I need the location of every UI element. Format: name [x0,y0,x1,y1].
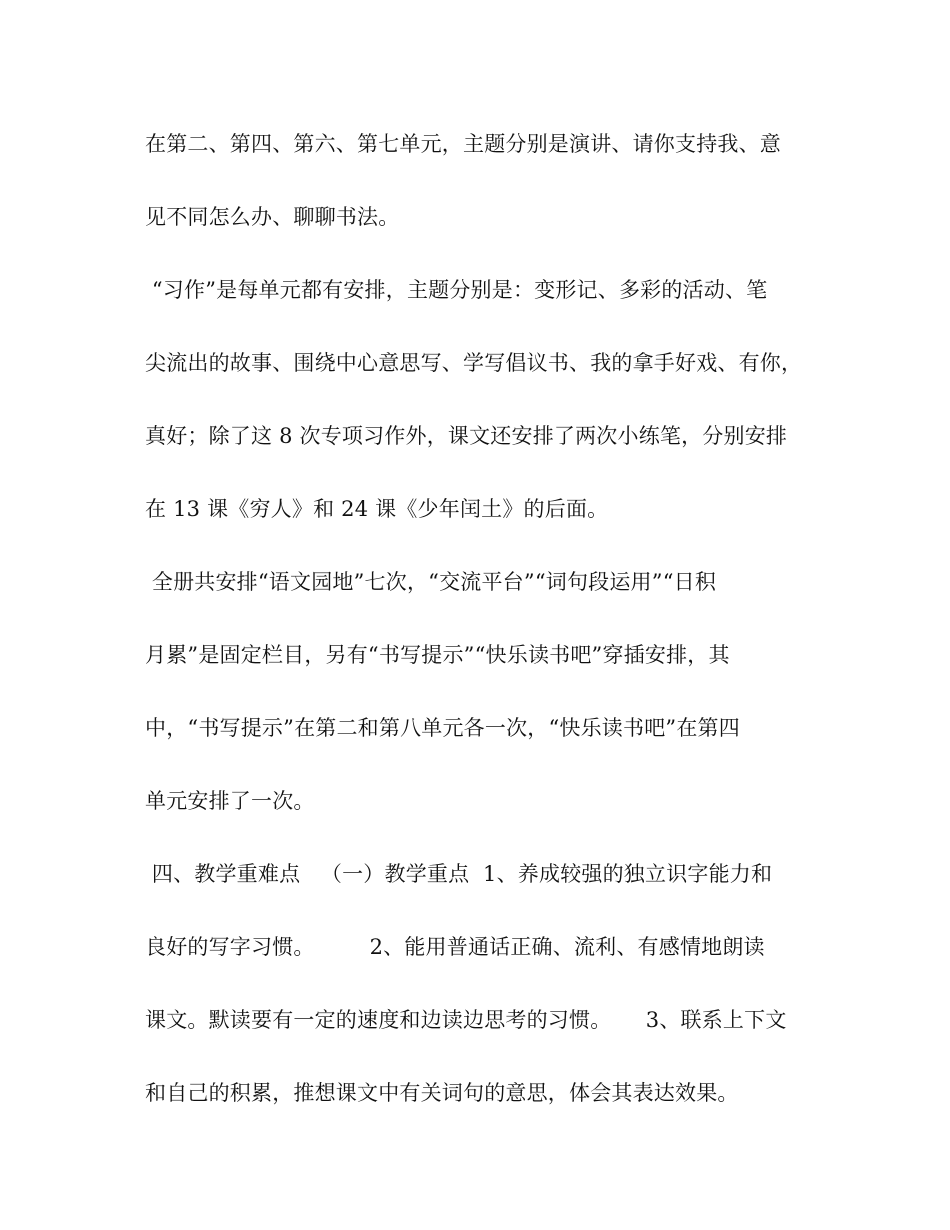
text-line: 和自己的积累，推想课文中有关词句的意思，体会其表达效果。 [145,1081,739,1105]
text-line: 四、教学重难点 （一）教学重点 1、养成较强的独立识字能力和 [145,862,773,886]
text-line: “习作”是每单元都有安排，主题分别是：变形记、多彩的活动、笔 [145,278,768,302]
text-line: 全册共安排“语文园地”七次，“交流平台”“词句段运用”“日积 [145,570,717,594]
text-line: 真好；除了这 8 次专项习作外，课文还安排了两次小练笔，分别安排 [145,424,788,448]
text-line: 在第二、第四、第六、第七单元，主题分别是演讲、请你支持我、意 [145,132,781,156]
text-line: 在 13 课《穷人》和 24 课《少年闰土》的后面。 [145,497,609,521]
text-line: 尖流出的故事、围绕中心意思写、学写倡议书、我的拿手好戏、有你， [145,351,803,375]
text-line: 月累”是固定栏目，另有“书写提示”“快乐读书吧”穿插安排，其 [145,643,730,667]
text-line: 见不同怎么办、聊聊书法。 [145,205,400,229]
text-line: 单元安排了一次。 [145,789,315,813]
text-line: 课文。默读要有一定的速度和边读边思考的习惯。 3、联系上下文 [145,1008,787,1032]
text-line: 中，“书写提示”在第二和第八单元各一次，“快乐读书吧”在第四 [145,716,740,740]
text-line: 良好的写字习惯。 2、能用普通话正确、流利、有感情地朗读 [145,935,765,959]
